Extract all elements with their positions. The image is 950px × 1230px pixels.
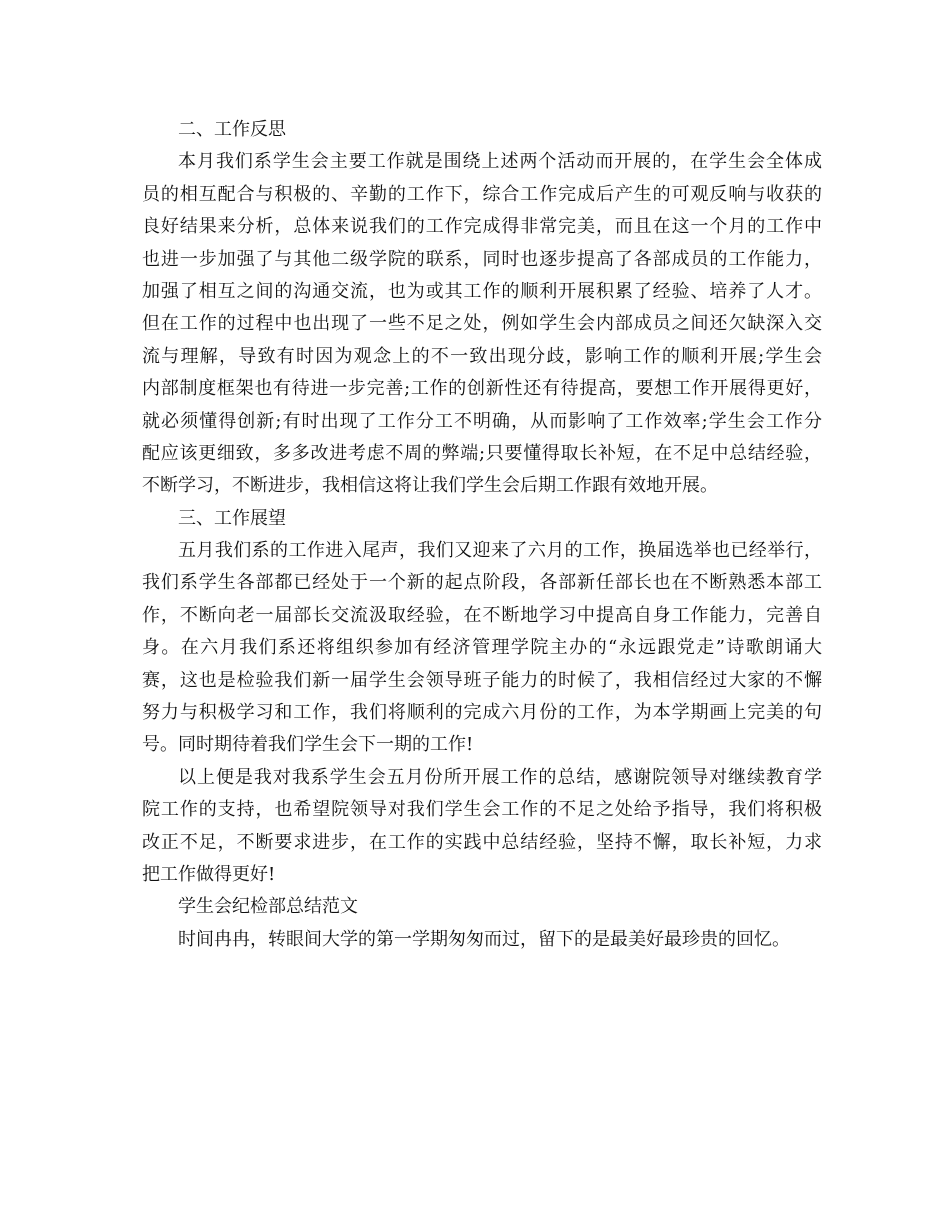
text-line: 作，不断向老一届部长交流汲取经验，在不断地学习中提高自身工作能力，完善自 <box>142 604 822 626</box>
text-line: 以上便是我对我系学生会五月份所开展工作的总结，感谢院领导对继续教育学 <box>178 766 822 788</box>
text-line: 但在工作的过程中也出现了一些不足之处，例如学生会内部成员之间还欠缺深入交 <box>142 313 822 335</box>
text-line: 时间冉冉，转眼间大学的第一学期匆匆而过，留下的是最美好最珍贵的回忆。 <box>178 928 790 950</box>
text-line: 五月我们系的工作进入尾声，我们又迎来了六月的工作，换届选举也已经举行， <box>178 540 822 562</box>
text-line: 就必须懂得创新;有时出现了工作分工不明确，从而影响了工作效率;学生会工作分 <box>142 410 822 432</box>
text-line: 内部制度框架也有待进一步完善;工作的创新性还有待提高，要想工作开展得更好， <box>142 378 822 400</box>
text-line: 流与理解，导致有时因为观念上的不一致出现分歧，影响工作的顺利开展;学生会 <box>142 345 822 367</box>
text-line: 本月我们系学生会主要工作就是围绕上述两个活动而开展的，在学生会全体成 <box>178 151 822 173</box>
text-line: 我们系学生各部都已经处于一个新的起点阶段，各部新任部长也在不断熟悉本部工 <box>142 572 822 594</box>
text-line: 学生会纪检部总结范文 <box>178 896 358 918</box>
text-line: 把工作做得更好! <box>142 863 276 885</box>
text-line: 配应该更细致，多多改进考虑不周的弊端;只要懂得取长补短，在不足中总结经验， <box>142 442 822 464</box>
text-line: 改正不足，不断要求进步，在工作的实践中总结经验，坚持不懈，取长补短，力求 <box>142 831 822 853</box>
text-line: 也进一步加强了与其他二级学院的联系，同时也逐步提高了各部成员的工作能力， <box>142 248 822 270</box>
text-line: 加强了相互之间的沟通交流，也为或其工作的顺利开展积累了经验、培养了人才。 <box>142 280 822 302</box>
text-line: 院工作的支持，也希望院领导对我们学生会工作的不足之处给予指导，我们将积极 <box>142 799 822 821</box>
text-line: 身。在六月我们系还将组织参加有经济管理学院主办的“永远跟党走”诗歌朗诵大 <box>142 637 822 659</box>
document-body <box>142 114 822 956</box>
text-line: 不断学习，不断进步，我相信这将让我们学生会后期工作跟有效地开展。 <box>142 475 718 497</box>
text-line: 二、工作反思 <box>178 119 286 140</box>
text-line: 号。同时期待着我们学生会下一期的工作! <box>142 734 474 756</box>
text-line: 赛，这也是检验我们新一届学生会领导班子能力的时候了，我相信经过大家的不懈 <box>142 669 822 691</box>
text-line: 良好结果来分析，总体来说我们的工作完成得非常完美，而且在这一个月的工作中 <box>142 216 822 238</box>
text-line: 努力与积极学习和工作，我们将顺利的完成六月份的工作，为本学期画上完美的句 <box>142 702 822 724</box>
text-line: 员的相互配合与积极的、辛勤的工作下，综合工作完成后产生的可观反响与收获的 <box>142 183 822 205</box>
text-line: 三、工作展望 <box>178 507 286 529</box>
